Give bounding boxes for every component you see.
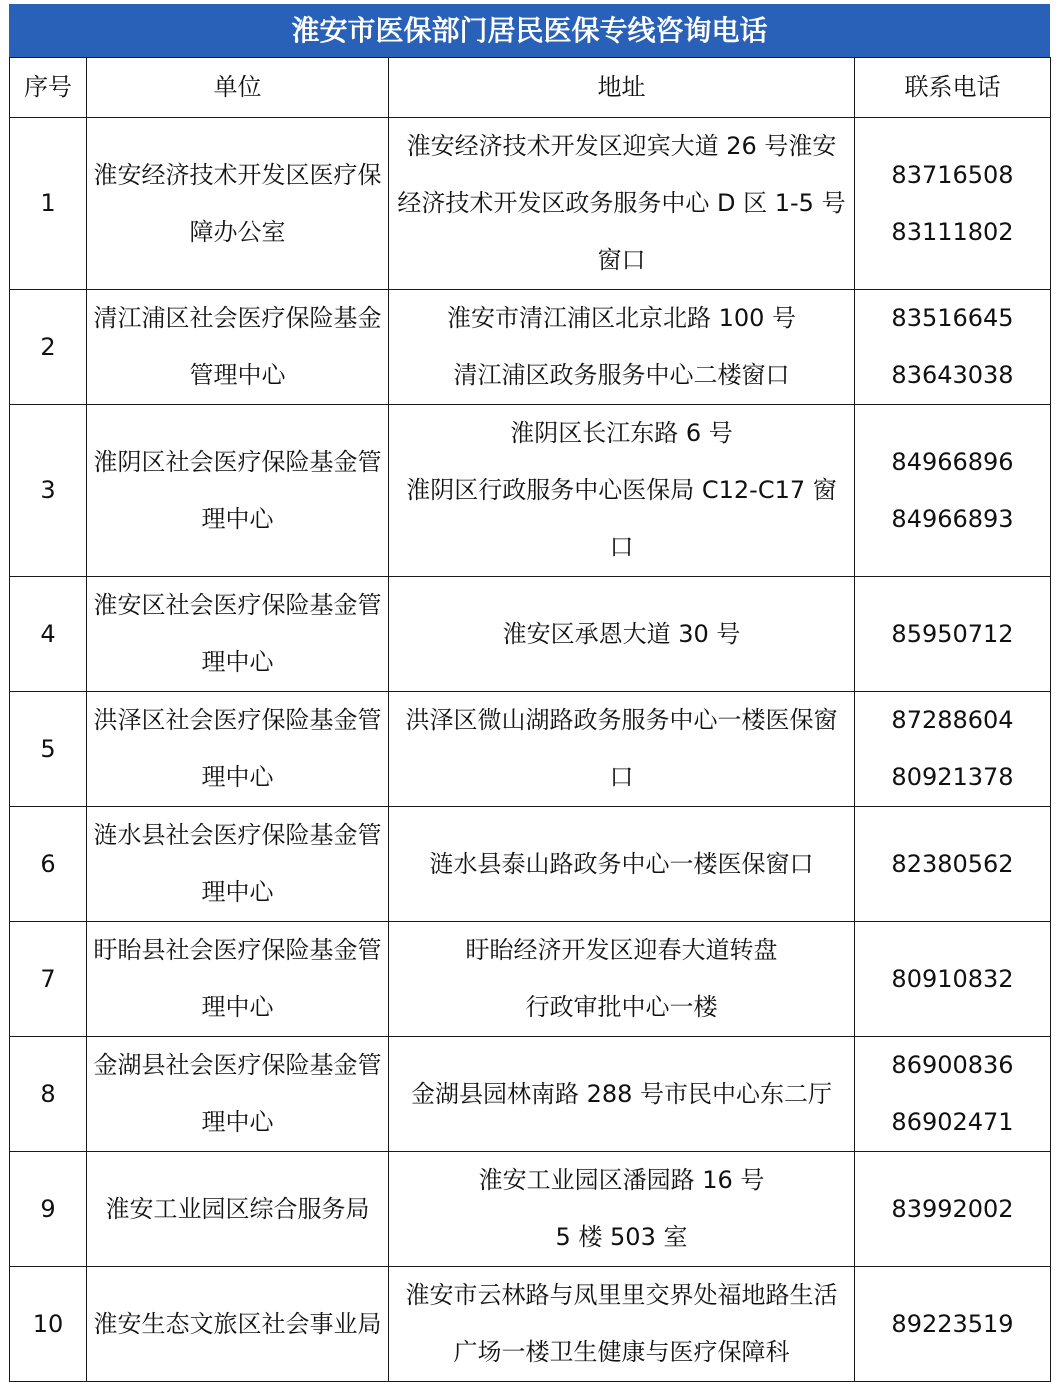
cell-no: 9: [10, 1152, 87, 1267]
phone-number: 83111802: [891, 217, 1014, 246]
table-row: [10, 405, 1051, 577]
header-phone: 联系电话: [855, 58, 1051, 118]
cell-phone: [855, 1267, 1051, 1382]
table-title: 淮安市医保部门居民医保专线咨询电话: [9, 4, 1050, 57]
cell-phone: [855, 405, 1051, 577]
cell-no: 8: [10, 1037, 87, 1152]
table-row: [10, 1267, 1051, 1382]
phone-number: 80921378: [891, 763, 1014, 791]
cell-phone: [855, 1037, 1051, 1152]
address-line: 清江浦区政务服务中心二楼窗口: [453, 361, 790, 389]
header-unit: 单位: [87, 58, 389, 118]
cell-unit: 淮安区社会医疗保险基金管理中心: [87, 577, 389, 692]
phone-number: 84966893: [891, 504, 1014, 533]
phone-number: 83643038: [891, 361, 1014, 389]
cell-address: [389, 405, 855, 577]
cell-no: 3: [10, 405, 87, 577]
phone-number: 84966896: [891, 447, 1014, 476]
cell-address: [389, 577, 855, 692]
cell-address: [389, 1037, 855, 1152]
header-address: 地址: [389, 58, 855, 118]
phone-number: 87288604: [891, 706, 1014, 734]
cell-no: 4: [10, 577, 87, 692]
address-line: 行政审批中心一楼: [525, 993, 718, 1021]
header-no: 序号: [10, 58, 87, 118]
cell-phone: [855, 1152, 1051, 1267]
cell-address: [389, 118, 855, 290]
cell-no: 10: [10, 1267, 87, 1382]
cell-phone: [855, 290, 1051, 405]
contact-table-container: [9, 4, 1050, 1382]
table-row: [10, 290, 1051, 405]
address-line: 淮阴区行政服务中心医保局 C12-C17 窗口: [406, 476, 837, 561]
phone-number: 85950712: [891, 619, 1014, 648]
cell-unit: 洪泽区社会医疗保险基金管理中心: [87, 692, 389, 807]
table-row: [10, 692, 1051, 807]
cell-no: 1: [10, 118, 87, 290]
address-line: 淮安经济技术开发区迎宾大道 26 号淮安经济技术开发区政务服务中心 D 区 1-5 号窗口: [397, 132, 846, 274]
phone-number: 83992002: [891, 1194, 1014, 1223]
cell-unit: 淮安生态文旅区社会事业局: [87, 1267, 389, 1382]
address-line: 洪泽区微山湖路政务服务中心一楼医保窗口: [405, 706, 838, 791]
address-line: 淮安市清江浦区北京北路 100 号: [446, 304, 797, 332]
cell-unit: 淮阴区社会医疗保险基金管理中心: [87, 405, 389, 577]
address-line: 淮阴区长江东路 6 号: [510, 419, 733, 447]
phone-number: 83516645: [891, 304, 1014, 332]
cell-unit: 涟水县社会医疗保险基金管理中心: [87, 807, 389, 922]
address-line: 盱眙经济开发区迎春大道转盘: [465, 936, 778, 964]
phone-number: 82380562: [891, 849, 1014, 878]
cell-address: [389, 807, 855, 922]
cell-no: 6: [10, 807, 87, 922]
cell-unit: 金湖县社会医疗保险基金管理中心: [87, 1037, 389, 1152]
cell-phone: [855, 807, 1051, 922]
cell-address: [389, 1267, 855, 1382]
phone-number: 86900836: [891, 1051, 1014, 1079]
cell-unit: 盱眙县社会医疗保险基金管理中心: [87, 922, 389, 1037]
cell-no: 7: [10, 922, 87, 1037]
address-line: 淮安区承恩大道 30 号: [502, 619, 741, 648]
address-line: 5 楼 503 室: [555, 1223, 688, 1251]
cell-phone: [855, 118, 1051, 290]
phone-number: 86902471: [891, 1108, 1014, 1136]
cell-address: [389, 1152, 855, 1267]
cell-unit: 淮安经济技术开发区医疗保障办公室: [87, 118, 389, 290]
cell-address: [389, 290, 855, 405]
cell-no: 2: [10, 290, 87, 405]
table-row: [10, 118, 1051, 290]
cell-phone: [855, 692, 1051, 807]
table-row: [10, 577, 1051, 692]
address-line: 淮安工业园区潘园路 16 号: [478, 1166, 765, 1194]
cell-no: 5: [10, 692, 87, 807]
address-line: 金湖县园林南路 288 号市民中心东二厅: [410, 1079, 833, 1108]
cell-phone: [855, 577, 1051, 692]
address-line: 涟水县泰山路政务中心一楼医保窗口: [429, 849, 814, 878]
cell-unit: 清江浦区社会医疗保险基金管理中心: [87, 290, 389, 405]
table-header-row: [10, 58, 1051, 118]
cell-address: [389, 922, 855, 1037]
cell-phone: [855, 922, 1051, 1037]
contact-table: [9, 57, 1051, 1382]
phone-number: 80910832: [891, 964, 1014, 993]
table-row: [10, 807, 1051, 922]
table-body: [10, 118, 1051, 1382]
phone-number: 89223519: [891, 1309, 1014, 1338]
phone-number: 83716508: [891, 160, 1014, 189]
table-row: [10, 922, 1051, 1037]
table-row: [10, 1037, 1051, 1152]
cell-address: [389, 692, 855, 807]
cell-unit: 淮安工业园区综合服务局: [87, 1152, 389, 1267]
table-row: [10, 1152, 1051, 1267]
address-line: 淮安市云林路与凤里里交界处福地路生活广场一楼卫生健康与医疗保障科: [405, 1281, 838, 1366]
